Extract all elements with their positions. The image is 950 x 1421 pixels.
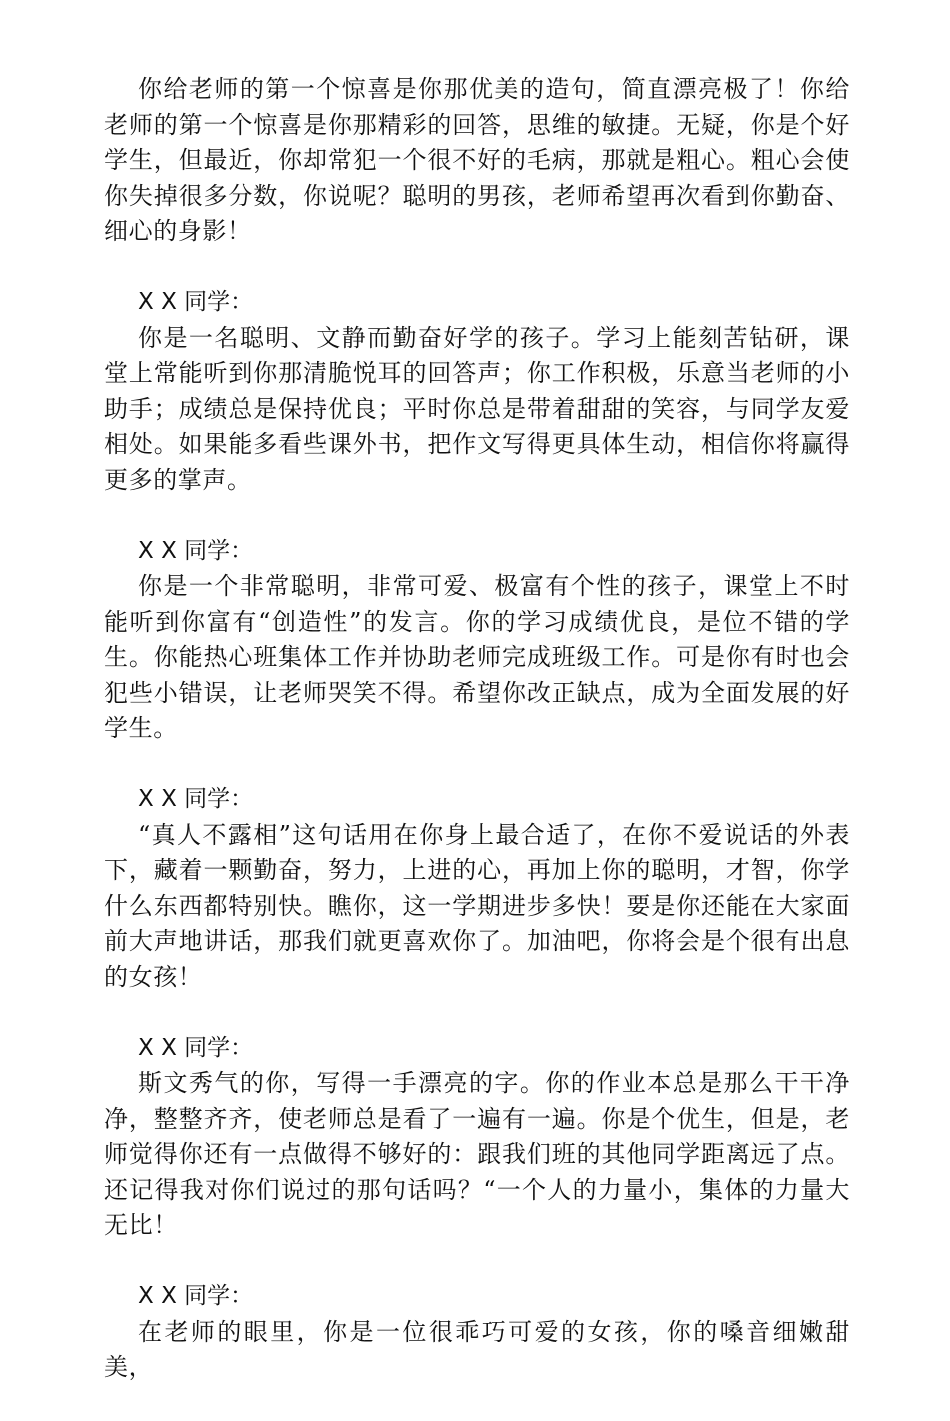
comment-paragraph: 你给老师的第一个惊喜是你那优美的造句，简直漂亮极了！你给老师的第一个惊喜是你那精彩的回答，思维的敏捷。无疑，你是个好学生，但最近，你却常犯一个很不好的毛病，那就是粗心。粗心会使你失掉很多分数，你说呢？聪明的男孩，老师希望再次看到你勤奋、细心的身影！: [104, 75, 850, 245]
document-page: [104, 72, 850, 1421]
comment-entry-3: [104, 534, 850, 747]
comment-paragraph: 斯文秀气的你，写得一手漂亮的字。你的作业本总是那么干干净净，整整齐齐，使老师总是看了一遍有一遍。你是个优生，但是，老师觉得你还有一点做得不够好的：跟我们班的其他同学距离远了点。还记得我对你们说过的那句话吗？“一个人的力量小，集体的力量大无比！: [104, 1069, 850, 1239]
comment-paragraph: 在老师的眼里，你是一位很乖巧可爱的女孩，你的嗓音细嫩甜美，: [104, 1317, 850, 1381]
comment-salutation: X X 同学：: [138, 289, 254, 315]
comment-paragraph: 你是一名聪明、文静而勤奋好学的孩子。学习上能刻苦钻研，课堂上常能听到你那清脆悦耳的回答声；你工作积极，乐意当老师的小助手；成绩总是保持优良；平时你总是带着甜甜的笑容，与同学友爱相处。如果能多看些课外书，把作文写得更具体生动，相信你将赢得更多的掌声。: [104, 323, 850, 494]
comment-paragraph: “真人不露相”这句话用在你身上最合适了，在你不爱说话的外表下，藏着一颗勤奋，努力，上进的心，再加上你的聪明，才智，你学什么东西都特别快。瞧你，这一学期进步多快！要是你还能在大家面前大声地讲话，那我们就更喜欢你了。加油吧，你将会是个很有出息的女孩！: [104, 820, 850, 991]
comment-salutation: X X 同学：: [138, 537, 254, 564]
comment-paragraph: 你是一个非常聪明，非常可爱、极富有个性的孩子，课堂上不时能听到你富有“创造性”的发言。你的学习成绩优良，是位不错的学生。你能热心班集体工作并协助老师完成班级工作。可是你有时也会犯些小错误，让老师哭笑不得。希望你改正缺点，成为全面发展的好学生。: [104, 572, 850, 742]
comment-entry-4: [104, 782, 850, 995]
comment-salutation: X X 同学：: [138, 1283, 254, 1309]
comment-salutation: X X 同学：: [138, 786, 254, 812]
comment-entry-1: [104, 72, 850, 250]
comment-entry-6: [104, 1279, 850, 1386]
comment-salutation: X X 同学：: [138, 1034, 254, 1061]
comment-entry-2: [104, 285, 850, 498]
comment-entry-5: [104, 1031, 850, 1244]
